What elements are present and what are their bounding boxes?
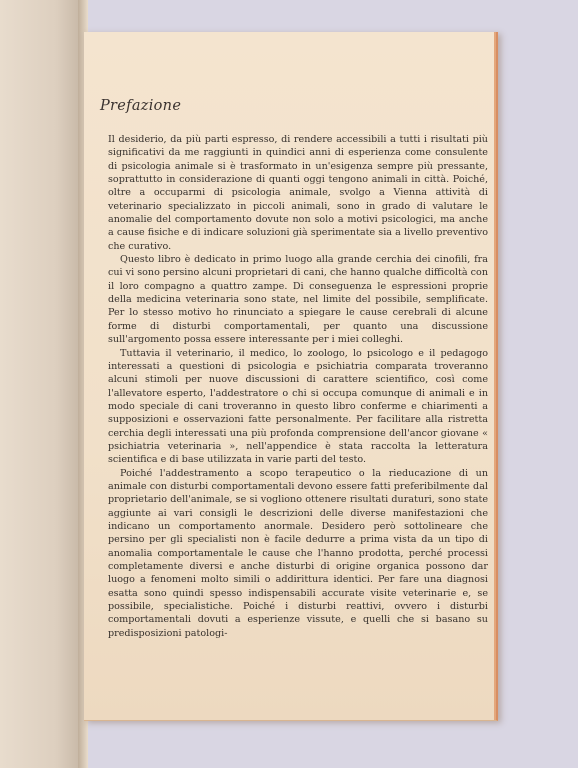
left-facing-page (0, 0, 81, 768)
paragraph-4: Poiché l'addestramento a scopo terapeutico o la rieducazione di un animale con disturbi comportamentali devono essere fatti preferibilmente dal proprietario dell'animale, se si vogliono ottenere risultati duraturi, sono state aggiunte ai vari consigli le descrizioni delle diverse manifestazioni che indicano un comportamento anormale. Desidero però sottolineare che persino per gli specialisti non è facile dedurre a prima vista da un tipo di anomalia comportamentale le cause che l'hanno prodotta, perché processi completamente diversi e anche disturbi di origine organica possono dar luogo a fenomeni molto simili o addirittura identici. Per fare una diagnosi esatta sono quindi spesso indispensabili accurate visite veterinarie e, se possibile, specialistiche. Poiché i disturbi reattivi, ovvero i disturbi comportamentali dovuti a esperienze vissute, e quelli che si basano su predisposizioni patologi- (108, 467, 488, 639)
preface-body (108, 133, 488, 640)
chapter-title: Prefazione (100, 98, 182, 114)
paragraph-1: Il desiderio, da più parti espresso, di rendere accessibili a tutti i risultati più significativi da me raggiunti in quindici anni di esperienza come consulente di psicologia animale si è trasformato in un'esigenza sempre più pressante, soprattutto in considerazione di quanti oggi tengono animali in città. Poiché, oltre a occuparmi di psicologia animale, svolgo a Vienna attività di veterinario specializzato in piccoli animali, sono in grado di valutare le anomalie del comportamento dovute non solo a motivi psicologici, ma anche a cause fisiche e di indicare soluzioni già sperimentate sia a livello preventivo che curativo. (108, 134, 488, 252)
book-page (84, 32, 498, 721)
paragraph-3: Tuttavia il veterinario, il medico, lo zoologo, lo psicologo e il pedagogo interessati a questioni di psicologia e psichiatria comparata troveranno alcuni stimoli per nuove discussioni di carattere scientifico, così come l'allevatore esperto, l'addestratore o chi si occupa comunque di animali e in modo speciale di cani troveranno in questo libro conferme e chiarimenti a supposizioni e osservazioni fatte personalmente. Per facilitare alla ristretta cerchia degli interessati una più profonda comprensione dell'ancor giovane « psichiatria veterinaria », nell'appendice è stata raccolta la letteratura scientifica e di base utilizzata in varie parti del testo. (108, 347, 488, 466)
paragraph-2: Questo libro è dedicato in primo luogo alla grande cerchia dei cinofili, fra cui vi sono persino alcuni proprietari di cani, che hanno qualche difficoltà con il loro compagno a quattro zampe. Di conseguenza le espressioni proprie della medicina veterinaria sono state, nel limite del possibile, semplificate. Per lo stesso motivo ho rinunciato a spiegare le cause cerebrali di alcune forme di disturbi comportamentali, per quanto una discussione sull'argomento possa essere interessante per i miei colleghi. (108, 254, 488, 346)
